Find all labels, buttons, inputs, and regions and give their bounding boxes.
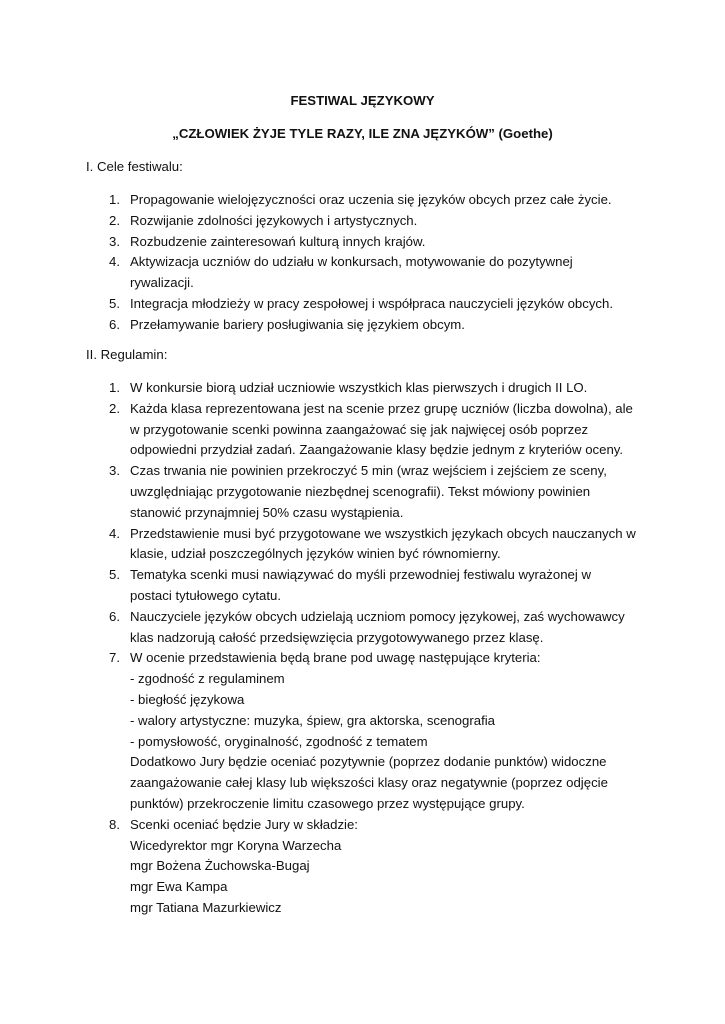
list-item-line: Scenki oceniać będzie Jury w składzie: [130, 816, 358, 832]
list-item-line: Aktywizacja uczniów do udziału w konkursach, motywowanie do pozytywnej [130, 254, 573, 270]
list-item-line: Każda klasa reprezentowana jest na scenie przez grupę uczniów (liczba dowolna), ale [130, 400, 633, 416]
list-item-line: punktów) przekroczenie limitu czasowego przez występujące grupy. [130, 795, 525, 811]
list-item-line: W konkursie biorą udział uczniowie wszystkich klas pierwszych i drugich II LO. [130, 380, 588, 395]
document-subtitle: „CZŁOWIEK ŻYJE TYLE RAZY, ILE ZNA JĘZYKÓW” (Goethe) [172, 126, 553, 141]
list-item-line: w przygotowanie scenki powinna zaangażować się jak najwięcej osób poprzez [130, 421, 589, 437]
list-item-line: postaci tytułowego cytatu. [130, 587, 282, 603]
document-title: FESTIWAL JĘZYKOWY [290, 93, 435, 108]
list-item-line: mgr Tatiana Mazurkiewicz [130, 899, 282, 915]
list-item [0, 461, 650, 523]
list-item [0, 315, 650, 336]
list-item-line: klas nadzorują całość przedsięwzięcia przygotowywanego przez klasę. [130, 629, 544, 645]
list-item-number: 4. [109, 254, 120, 270]
goals-list [0, 190, 725, 336]
list-item-line: Integracja młodzieży w pracy zespołowej i współpraca nauczycieli języków obcych. [130, 295, 614, 311]
list-item-line: Dodatkowo Jury będzie oceniać pozytywnie (poprzez dodanie punktów) widoczne [130, 754, 607, 770]
list-item-number: 5. [109, 295, 120, 311]
section-heading-goals: I. Cele festiwalu: [86, 159, 183, 174]
list-item [0, 232, 650, 253]
list-item-line: Rozwijanie zdolności językowych i artystycznych. [130, 212, 418, 228]
list-item-number: 4. [109, 525, 120, 541]
list-item [0, 211, 650, 232]
list-item-number: 1. [109, 192, 120, 207]
list-item-line: Czas trwania nie powinien przekroczyć 5 min (wraz wejściem i zejściem ze sceny, [130, 463, 607, 479]
list-item-line: klasie, udział poszczególnych języków winien być równomierny. [130, 546, 501, 562]
list-item-line: Wicedyrektor mgr Koryna Warzecha [130, 837, 342, 853]
list-item-line: Nauczyciele języków obcych udzielają uczniom pomocy językowej, zaś wychowawcy [130, 608, 625, 624]
list-item-line: - zgodność z regulaminem [130, 671, 285, 687]
list-item-number: 7. [109, 650, 120, 666]
list-item [0, 190, 650, 211]
list-item-number: 6. [109, 316, 120, 332]
list-item-line: mgr Ewa Kampa [130, 879, 228, 895]
list-item-line: odpowiedni przydział zadań. Zaangażowanie klasy będzie jednym z kryteriów oceny. [130, 442, 624, 458]
list-item-number: 2. [109, 400, 120, 416]
list-item-number: 1. [109, 380, 120, 395]
list-item-line: Tematyka scenki musi nawiązywać do myśli przewodniej festiwalu wyrażonej w [130, 567, 592, 583]
list-item-line: - pomysłowość, oryginalność, zgodność z tematem [130, 733, 428, 749]
list-item [0, 294, 650, 315]
list-item-line: - biegłość językowa [130, 691, 245, 707]
list-item [0, 524, 650, 566]
list-item-number: 3. [109, 233, 120, 249]
list-item-line: mgr Bożena Żuchowska-Bugaj [130, 858, 310, 874]
list-item-number: 5. [109, 567, 120, 583]
section-heading-rules: II. Regulamin: [86, 347, 168, 362]
list-item-number: 6. [109, 608, 120, 624]
list-item-line: stanowić przynajmniej 50% czasu wystąpienia. [130, 504, 404, 520]
list-item [0, 815, 650, 919]
list-item-line: Przedstawienie musi być przygotowane we wszystkich językach obcych nauczanych w [130, 525, 636, 541]
list-item-number: 3. [109, 463, 120, 479]
list-item [0, 378, 650, 399]
list-item-line: - walory artystyczne: muzyka, śpiew, gra aktorska, scenografia [130, 712, 495, 728]
list-item-line: Przełamywanie bariery posługiwania się językiem obcym. [130, 316, 465, 332]
list-item [0, 607, 650, 649]
rules-list [0, 378, 725, 919]
list-item-line: W ocenie przedstawienia będą brane pod uwagę następujące kryteria: [130, 650, 541, 666]
list-item-line: zaangażowanie całej klasy lub większości klasy oraz negatywnie (poprzez odjęcie [130, 775, 608, 791]
list-item [0, 399, 650, 461]
list-item-line: Propagowanie wielojęzyczności oraz uczenia się języków obcych przez całe życie. [130, 192, 612, 207]
list-item [0, 565, 650, 607]
list-item-line: Rozbudzenie zainteresowań kulturą innych krajów. [130, 233, 426, 249]
list-item-line: uwzględniając przygotowanie niezbędnej scenografii). Tekst mówiony powinien [130, 483, 591, 499]
list-item [0, 648, 650, 814]
list-item [0, 252, 650, 294]
list-item-line: rywalizacji. [130, 275, 194, 291]
list-item-number: 2. [109, 212, 120, 228]
list-item-number: 8. [109, 816, 120, 832]
